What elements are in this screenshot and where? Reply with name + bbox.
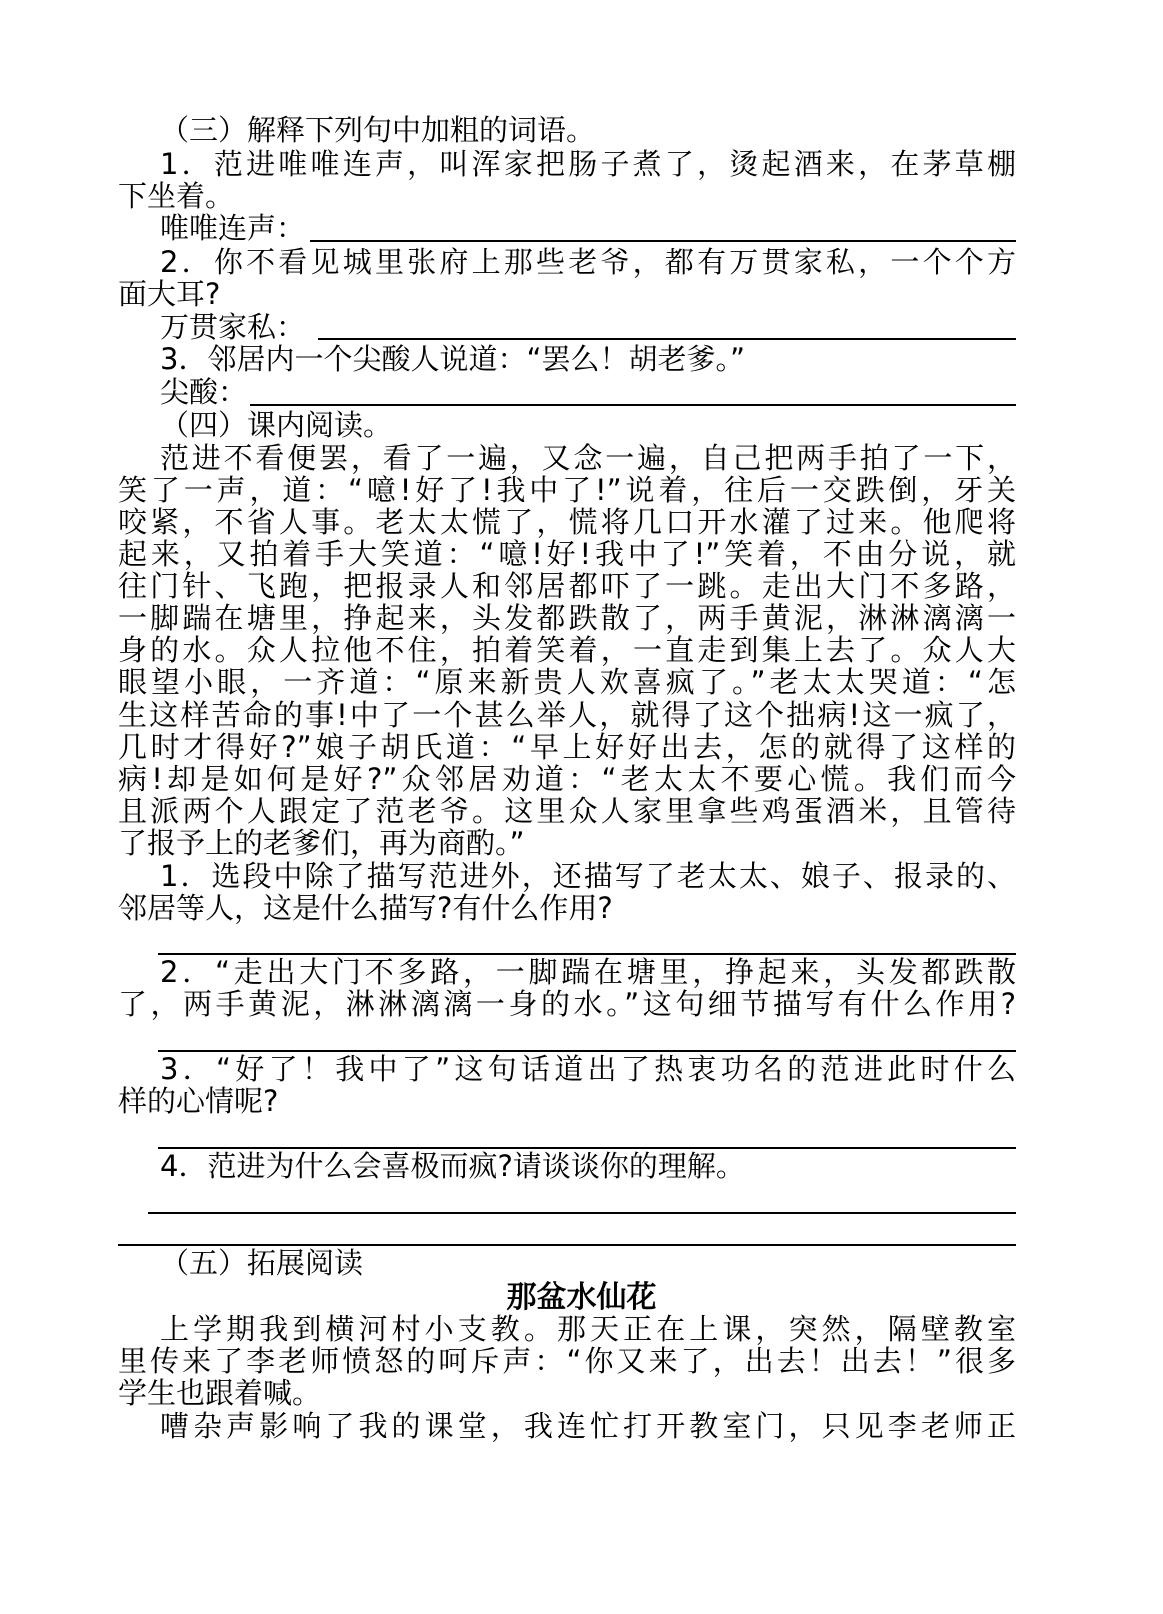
- sec4-q1-text: 1．选段中除了描写范进外，还描写了老太太、娘子、报录的、: [160, 859, 1016, 893]
- passage-line: 笑了一声，道：“噫!好了!我中了!”说着，往后一交跌倒，牙关: [118, 473, 1016, 507]
- passage-line: 往门针、飞跑，把报录人和邻居都吓了一跳。走出大门不多路，: [118, 569, 1016, 603]
- passage-line: 病!却是如何是好?”众邻居劝道：“老太太不要心慌。我们而今: [118, 762, 1016, 796]
- passage-line: 了报予上的老爹们，再为商酌。”: [118, 826, 525, 860]
- essay-line: 嘈杂声影响了我的课堂，我连忙打开教室门，只见李老师正: [160, 1409, 1016, 1443]
- sec4-q3-text-cont: 样的心情呢?: [118, 1084, 279, 1118]
- passage-line: 咬紧，不省人事。老太太慌了，慌将几口开水灌了过来。他爬将: [118, 505, 1016, 539]
- passage-line: 眼望小眼，一齐道：“原来新贵人欢喜疯了。”老太太哭道：“怎: [118, 665, 1016, 699]
- sec3-q3-text: 3．邻居内一个尖酸人说道：“罢么！胡老爹。”: [160, 342, 745, 376]
- sec4-q2-text: 2．“走出大门不多路，一脚踹在塘里，挣起来，头发都跌散: [160, 955, 1016, 989]
- sec3-q2-text: 2．你不看见城里张府上那些老爷，都有万贯家私，一个个方: [160, 245, 1016, 279]
- sec4-q4-answer-line[interactable]: [148, 1212, 1016, 1214]
- sec3-q1-text-cont: 下坐着。: [118, 179, 235, 213]
- sec3-q3-label: 尖酸：: [160, 375, 248, 409]
- sec4-q2-text-cont: 了，两手黄泥，淋淋漓漓一身的水。”这句细节描写有什么作用?: [118, 987, 1016, 1021]
- section-3-heading: （三）解释下列句中加粗的词语。: [160, 113, 596, 147]
- passage-line: 且派两个人跟定了范老爷。这里众人家里拿些鸡蛋酒米，且管待: [118, 794, 1016, 828]
- section-5-heading: （五）拓展阅读: [160, 1246, 364, 1280]
- sec4-q1-text-cont: 邻居等人，这是什么描写?有什么作用?: [118, 891, 613, 925]
- essay-title: 那盆水仙花: [506, 1280, 657, 1315]
- sec4-q4-text: 4．范进为什么会喜极而疯?请谈谈你的理解。: [160, 1149, 745, 1183]
- passage-line: 起来，又拍着手大笑道：“噫!好!我中了!”笑着，不由分说，就: [118, 537, 1016, 571]
- essay-line: 学生也跟着喊。: [118, 1376, 322, 1410]
- essay-line: 里传来了李老师愤怒的呵斥声：“你又来了，出去！出去！”很多: [118, 1344, 1016, 1378]
- essay-line: 上学期我到横河村小支教。那天正在上课，突然，隔壁教室: [160, 1312, 1016, 1346]
- sec3-q3-answer-line[interactable]: [250, 404, 1016, 406]
- sec3-q1-answer-line[interactable]: [310, 240, 1016, 242]
- sec3-q2-text-cont: 面大耳?: [118, 277, 221, 311]
- sec3-q1-text: 1．范进唯唯连声，叫浑家把肠子煮了，烫起酒来，在茅草棚: [160, 147, 1016, 181]
- passage-line: 生这样苦命的事!中了一个甚么举人，就得了这个拙病!这一疯了，: [118, 698, 1016, 732]
- passage-line: 几时才得好?”娘子胡氏道：“早上好好出去，怎的就得了这样的: [118, 730, 1016, 764]
- passage-line: 身的水。众人拉他不住，拍着笑着，一直走到集上去了。众人大: [118, 633, 1016, 667]
- passage-line: 范进不看便罢，看了一遍，又念一遍，自己把两手拍了一下，: [160, 441, 1016, 475]
- sec3-q2-label: 万贯家私：: [160, 310, 306, 344]
- sec3-q2-answer-line[interactable]: [318, 338, 1016, 340]
- sec4-q3-text: 3．“好了！我中了”这句话道出了热衷功名的范进此时什么: [160, 1052, 1016, 1086]
- section-4-heading: （四）课内阅读。: [160, 408, 393, 442]
- passage-line: 一脚踹在塘里，挣起来，头发都跌散了，两手黄泥，淋淋漓漓一: [118, 601, 1016, 635]
- sec3-q1-label: 唯唯连声：: [160, 211, 306, 245]
